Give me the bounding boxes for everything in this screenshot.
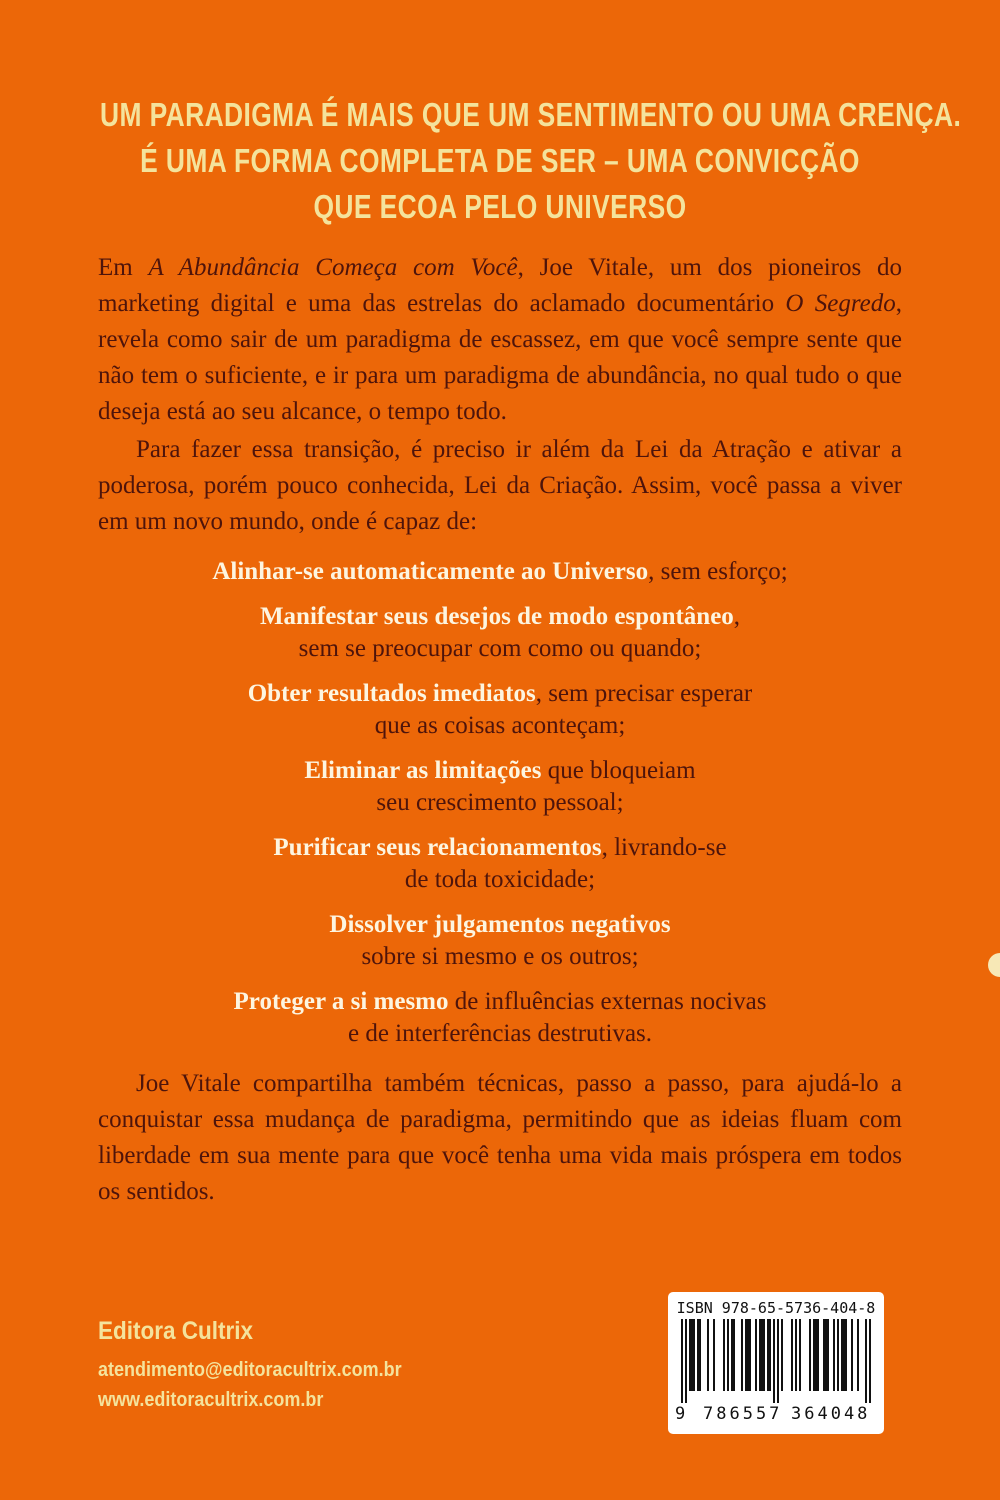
barcode-digits-left: 786557 — [703, 1404, 783, 1424]
benefit-line1 — [98, 678, 902, 710]
benefit-lead: Alinhar-se automaticamente ao Universo — [212, 558, 649, 585]
book-title-italic: O Segredo — [785, 290, 896, 317]
barcode-digit-first: 9 — [675, 1404, 689, 1424]
benefit-line1 — [98, 986, 902, 1018]
benefit-line2: sem se preocupar com como ou quando; — [298, 635, 702, 662]
benefit-line1 — [98, 601, 902, 633]
benefits-list — [98, 556, 902, 1050]
benefit-line1 — [98, 556, 902, 588]
publisher-email: atendimento@editoracultrix.com.br — [98, 1359, 402, 1381]
benefit-line2: que as coisas aconteçam; — [374, 712, 626, 739]
benefit-line2: de toda toxicidade; — [404, 866, 596, 893]
benefit-line1 — [98, 909, 902, 941]
publisher-website: www.editoracultrix.com.br — [98, 1389, 324, 1411]
benefit-item-2 — [98, 601, 902, 665]
book-title-italic: A Abundância Começa com Você — [148, 254, 518, 281]
benefit-line2: sobre si mesmo e os outros; — [361, 943, 639, 970]
intro-text: , Joe Vitale, um dos pioneiros do marketing digital e uma das estrelas do aclamado documentário — [98, 254, 902, 317]
edge-artifact — [988, 953, 1000, 977]
tagline-block — [0, 92, 1000, 230]
transition-paragraph: Para fazer essa transição, é preciso ir além da Lei da Atração e ativar a poderosa, porém pouco conhecida, Lei da Criação. Assim, você passa a viver em um novo mundo, onde é capaz de: — [98, 436, 902, 535]
tagline-line-3: QUE ECOA PELO UNIVERSO — [313, 188, 687, 225]
closing-paragraph: Joe Vitale compartilha também técnicas, passo a passo, para ajudá-lo a conquistar essa mudança de paradigma, permitindo que as ideias fluam com liberdade em sua mente para que você tenha uma vida mais próspera em todos os sentidos. — [98, 1070, 902, 1205]
blurb-column — [98, 250, 902, 1210]
benefit-line1 — [98, 832, 902, 864]
benefit-lead: Eliminar as limitações — [304, 757, 542, 784]
benefit-lead: Manifestar seus desejos de modo espontâneo — [259, 603, 734, 630]
benefit-rest: , sem esforço; — [648, 558, 788, 585]
benefit-item-7 — [98, 986, 902, 1050]
benefit-item-4 — [98, 755, 902, 819]
benefit-line1 — [98, 755, 902, 787]
benefit-lead: Obter resultados imediatos — [247, 680, 536, 707]
isbn-label: ISBN 978-65-5736-404-8 — [676, 1299, 876, 1317]
benefit-rest: , sem precisar esperar — [535, 680, 753, 707]
benefit-rest: , livrando-se — [601, 834, 727, 861]
isbn-barcode-box — [668, 1292, 884, 1434]
intro-paragraph — [98, 250, 902, 430]
barcode-digits — [668, 1404, 884, 1428]
publisher-block — [98, 1316, 402, 1415]
benefit-rest: , — [733, 603, 741, 630]
intro-text: , revela como sair de um paradigma de escassez, em que você sempre sente que não tem o suficiente, e ir para um paradigma de abundância, no qual tudo o que deseja está ao seu alcance, o tempo todo. — [98, 290, 902, 425]
benefit-item-3 — [98, 678, 902, 742]
benefit-item-6 — [98, 909, 902, 973]
benefit-lead: Proteger a si mesmo — [233, 988, 449, 1015]
tagline-line-2: É UMA FORMA COMPLETA DE SER – UMA CONVICÇÃO — [140, 142, 860, 179]
benefit-lead: Dissolver julgamentos negativos — [329, 911, 671, 938]
benefit-item-5 — [98, 832, 902, 896]
benefit-rest: que bloqueiam — [541, 757, 696, 784]
benefit-line2: e de interferências destrutivas. — [347, 1020, 653, 1047]
intro-text: Em — [98, 254, 149, 281]
benefit-line2: seu crescimento pessoal; — [376, 789, 624, 816]
tagline-line-1: UM PARADIGMA É MAIS QUE UM SENTIMENTO OU UMA CRENÇA. — [100, 96, 962, 133]
ean13-barcode-icon — [678, 1319, 874, 1403]
publisher-name: Editora Cultrix — [98, 1317, 254, 1345]
benefit-rest: de influências externas nocivas — [448, 988, 767, 1015]
barcode-digits-right: 364048 — [791, 1404, 871, 1424]
benefit-item-1 — [98, 556, 902, 588]
benefit-lead: Purificar seus relacionamentos — [273, 834, 602, 861]
